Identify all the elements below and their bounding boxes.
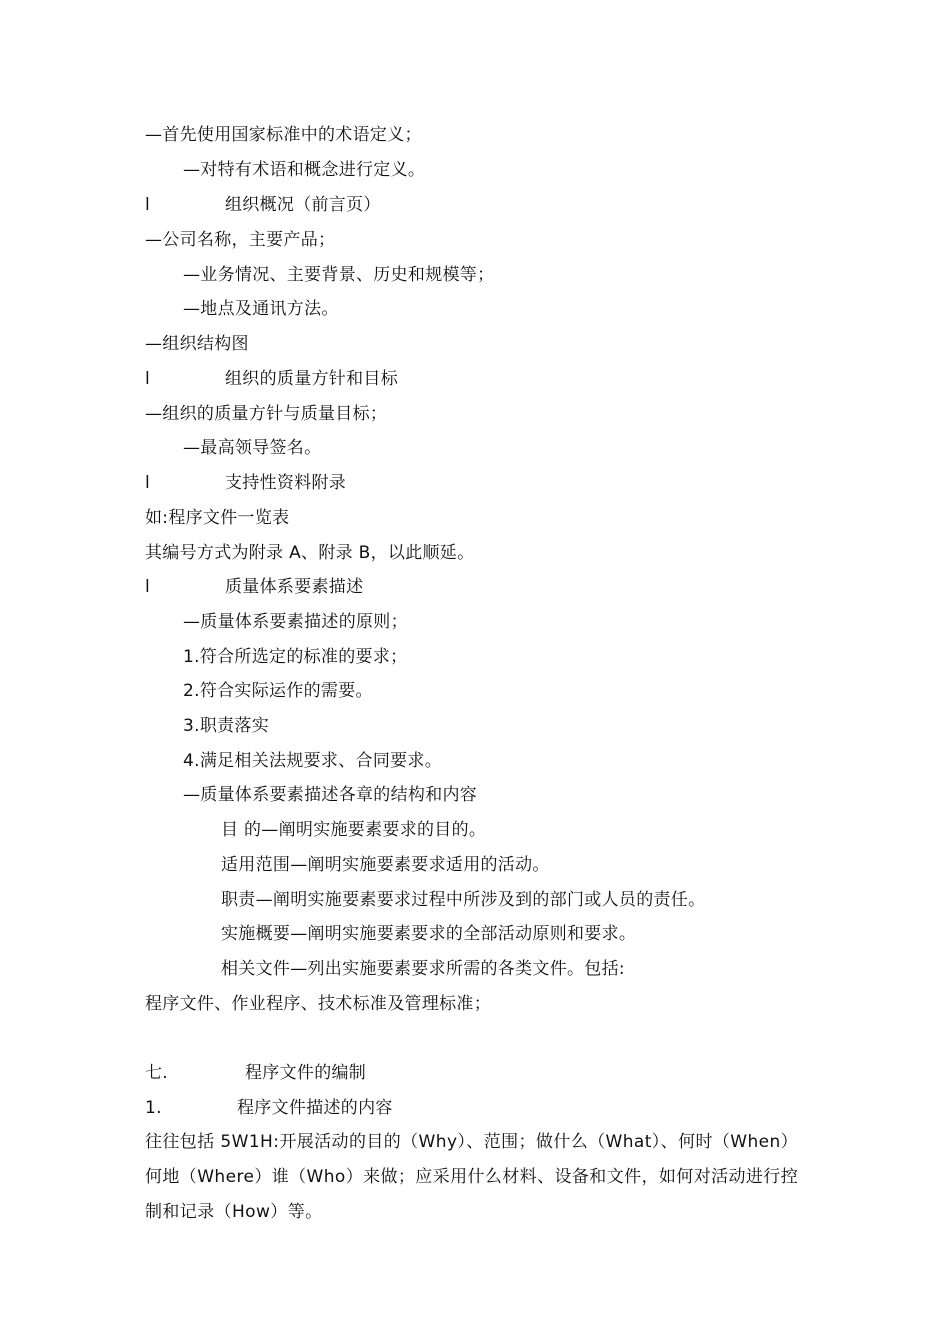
text-line: 其编号方式为附录 A、附录 B，以此顺延。: [145, 543, 475, 563]
text-line: 2.符合实际运作的需要。: [183, 681, 373, 701]
text-line: —地点及通讯方法。: [183, 299, 339, 319]
text-line: —质量体系要素描述各章的结构和内容: [183, 785, 478, 805]
bullet-mark: l: [145, 369, 151, 389]
heading-text: 组织的质量方针和目标: [225, 369, 398, 389]
heading-text: 质量体系要素描述: [225, 577, 364, 597]
text-line: 职责—阐明实施要素要求过程中所涉及到的部门或人员的责任。: [221, 890, 706, 910]
text-line: 实施概要—阐明实施要素要求的全部活动原则和要求。: [221, 924, 637, 944]
subsection-title: 程序文件描述的内容: [237, 1098, 393, 1118]
body-paragraph: 往往包括 5W1H:开展活动的目的（Why）、范围；做什么（What）、何时（When）何地（Where）谁（Who）来做；应采用什么材料、设备和文件，如何对活动进行控制和记录（How）等。: [145, 1132, 799, 1222]
heading-text: 组织概况（前言页）: [225, 195, 381, 215]
bullet-mark: l: [145, 473, 151, 493]
subsection-heading: [145, 1097, 393, 1119]
bullet-heading: [145, 576, 363, 598]
subsection-number: 1.: [145, 1098, 162, 1118]
text-line: 适用范围—阐明实施要素要求适用的活动。: [221, 855, 550, 875]
text-line: 程序文件、作业程序、技术标准及管理标准；: [145, 994, 491, 1014]
bullet-mark: l: [145, 577, 151, 597]
section-heading: [145, 1062, 366, 1084]
text-line: 目 的—阐明实施要素要求的目的。: [221, 820, 487, 840]
text-line: —对特有术语和概念进行定义。: [183, 160, 426, 180]
bullet-heading: [145, 194, 381, 216]
text-line: 1.符合所选定的标准的要求；: [183, 647, 408, 667]
heading-text: 支持性资料附录: [225, 473, 347, 493]
text-line: 如:程序文件一览表: [145, 508, 290, 528]
text-line: —最高领导签名。: [183, 438, 322, 458]
text-line: —公司名称，主要产品；: [145, 230, 336, 250]
bullet-mark: l: [145, 195, 151, 215]
text-line: 3.职责落实: [183, 716, 270, 736]
text-line: —质量体系要素描述的原则；: [183, 612, 408, 632]
text-line: 4.满足相关法规要求、合同要求。: [183, 751, 443, 771]
section-title: 程序文件的编制: [245, 1063, 367, 1083]
bullet-heading: [145, 472, 346, 494]
text-line: 相关文件—列出实施要素要求所需的各类文件。包括:: [221, 959, 625, 979]
text-line: —组织结构图: [145, 334, 249, 354]
text-line: —组织的质量方针与质量目标；: [145, 404, 388, 424]
bullet-heading: [145, 368, 398, 390]
section-number: 七.: [145, 1063, 169, 1083]
text-line: —首先使用国家标准中的术语定义；: [145, 125, 422, 145]
text-line: —业务情况、主要背景、历史和规模等；: [183, 265, 495, 285]
